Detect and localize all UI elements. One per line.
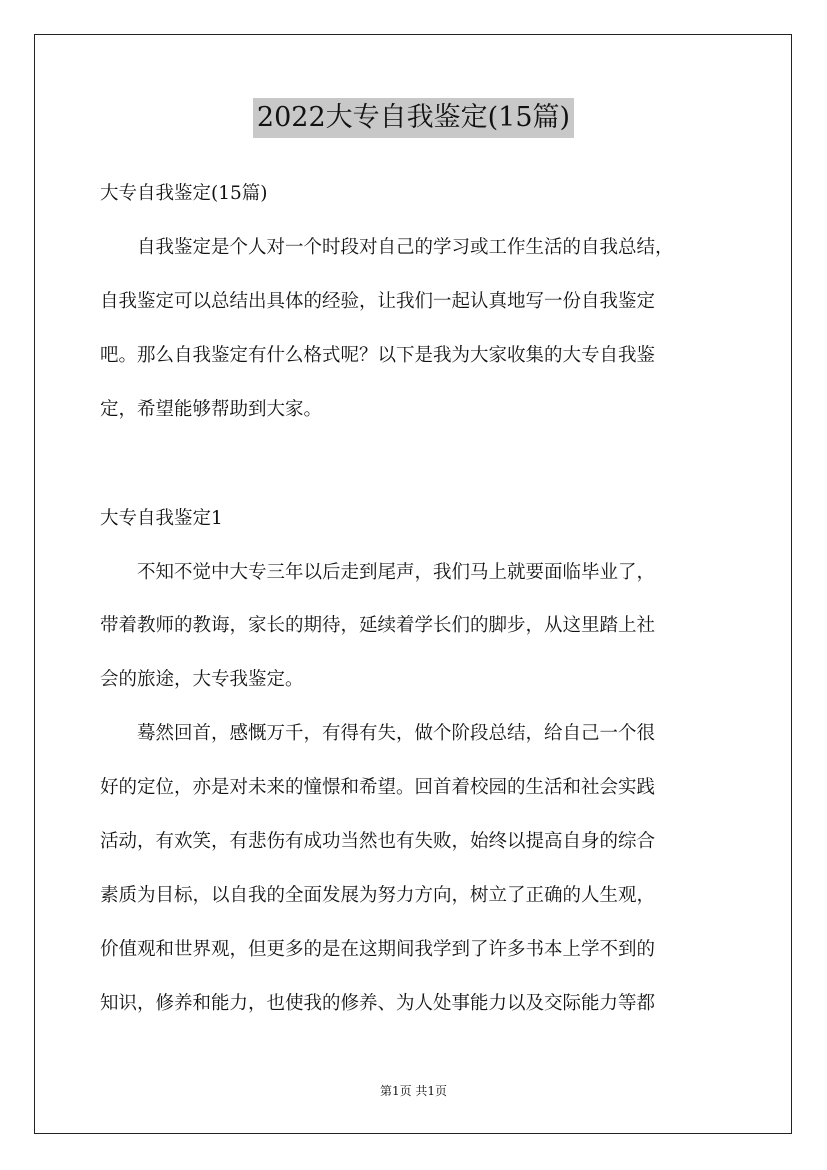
body-line: 好的定位，亦是对未来的憧憬和希望。回首着校园的生活和社会实践	[100, 777, 656, 798]
page-number-footer: 第1页 共1页	[379, 1084, 448, 1098]
section-heading: 大专自我鉴定1	[100, 508, 223, 529]
body-line: 价值观和世界观，但更多的是在这期间我学到了许多书本上学不到的	[100, 939, 656, 960]
body-line: 知识，修养和能力，也使我的修养、为人处事能力以及交际能力等都	[100, 993, 656, 1014]
body-line: 会的旅途，大专我鉴定。	[100, 669, 304, 690]
document-title: 2022大专自我鉴定(15篇)	[253, 98, 574, 138]
body-line: 素质为目标，以自我的全面发展为努力方向，树立了正确的人生观，	[100, 885, 656, 906]
body-line: 定，希望能够帮助到大家。	[100, 399, 323, 420]
body-line: 活动，有欢笑，有悲伤有成功当然也有失败，始终以提高自身的综合	[100, 831, 656, 852]
body-line: 不知不觉中大专三年以后走到尾声，我们马上就要面临毕业了，	[100, 562, 656, 583]
document-subtitle: 大专自我鉴定(15篇)	[100, 183, 268, 204]
body-line: 蓦然回首，感慨万千，有得有失，做个阶段总结，给自己一个很	[100, 723, 656, 744]
body-line: 带着教师的教诲，家长的期待，延续着学长们的脚步，从这里踏上社	[100, 615, 656, 636]
title-container	[0, 98, 827, 138]
body-line: 吧。那么自我鉴定有什么格式呢？以下是我为大家收集的大专自我鉴	[100, 345, 656, 366]
body-line: 自我鉴定可以总结出具体的经验，让我们一起认真地写一份自我鉴定	[100, 291, 656, 312]
body-line: 自我鉴定是个人对一个时段对自己的学习或工作生活的自我总结，	[100, 237, 674, 258]
